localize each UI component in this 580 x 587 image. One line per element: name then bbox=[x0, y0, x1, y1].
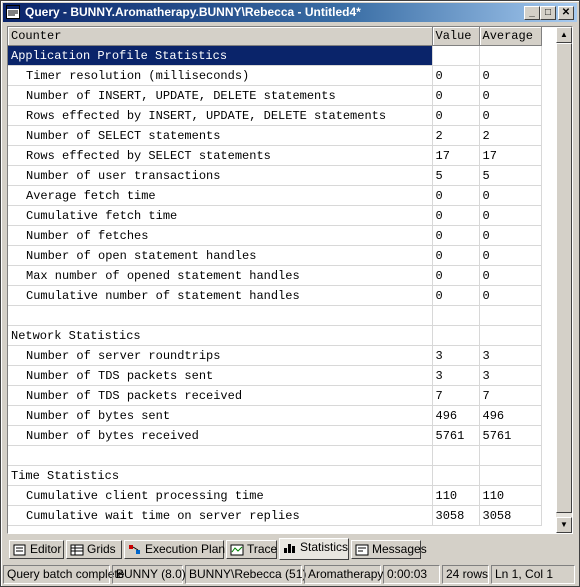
average-cell[interactable] bbox=[479, 446, 541, 466]
counter-cell[interactable]: Cumulative number of statement handles bbox=[8, 286, 432, 306]
table-row[interactable] bbox=[8, 266, 541, 286]
execution-plan-icon bbox=[128, 544, 142, 556]
table-row[interactable] bbox=[8, 366, 541, 386]
value-cell[interactable]: 3 bbox=[432, 366, 479, 386]
counter-cell[interactable]: Number of SELECT statements bbox=[8, 126, 432, 146]
status-cursor-position: Ln 1, Col 1 bbox=[491, 565, 575, 584]
counter-cell[interactable]: Number of user transactions bbox=[8, 166, 432, 186]
tab-trace[interactable] bbox=[226, 540, 277, 559]
close-button[interactable]: ✕ bbox=[558, 6, 574, 20]
table-row[interactable] bbox=[8, 286, 541, 306]
status-row-count: 24 rows bbox=[442, 565, 489, 584]
table-row[interactable] bbox=[8, 226, 541, 246]
counter-cell[interactable]: Number of fetches bbox=[8, 226, 432, 246]
value-cell[interactable]: 110 bbox=[432, 486, 479, 506]
table-row[interactable] bbox=[8, 466, 541, 486]
average-cell[interactable] bbox=[479, 466, 541, 486]
status-bar bbox=[3, 565, 577, 584]
counter-cell[interactable]: Number of TDS packets received bbox=[8, 386, 432, 406]
value-cell[interactable]: 0 bbox=[432, 86, 479, 106]
value-cell[interactable]: 7 bbox=[432, 386, 479, 406]
counter-cell[interactable]: Rows effected by SELECT statements bbox=[8, 146, 432, 166]
counter-cell[interactable]: Number of INSERT, UPDATE, DELETE statements bbox=[8, 86, 432, 106]
average-cell[interactable]: 0 bbox=[479, 106, 541, 126]
minimize-button[interactable]: _ bbox=[524, 6, 540, 20]
tab-execution-plan[interactable] bbox=[124, 540, 224, 559]
table-row[interactable] bbox=[8, 506, 541, 526]
table-row[interactable] bbox=[8, 426, 541, 446]
table-row[interactable] bbox=[8, 186, 541, 206]
value-cell[interactable]: 0 bbox=[432, 266, 479, 286]
average-cell[interactable] bbox=[479, 306, 541, 326]
grid-body bbox=[8, 46, 541, 526]
scroll-up-button[interactable]: ▲ bbox=[556, 27, 572, 43]
status-database: Aromatherapy bbox=[304, 565, 381, 584]
value-cell[interactable]: 17 bbox=[432, 146, 479, 166]
statistics-table bbox=[8, 27, 542, 526]
table-row[interactable] bbox=[8, 406, 541, 426]
average-cell[interactable]: 0 bbox=[479, 186, 541, 206]
status-message: Query batch complete bbox=[3, 565, 110, 584]
tab-statistics-label: Statistics bbox=[300, 540, 349, 554]
counter-cell[interactable]: Number of bytes sent bbox=[8, 406, 432, 426]
value-cell[interactable] bbox=[432, 306, 479, 326]
counter-cell[interactable]: Network Statistics bbox=[8, 326, 432, 346]
average-cell[interactable]: 0 bbox=[479, 206, 541, 226]
value-cell[interactable]: 0 bbox=[432, 66, 479, 86]
table-row[interactable] bbox=[8, 306, 541, 326]
counter-cell[interactable]: Number of bytes received bbox=[8, 426, 432, 446]
table-row[interactable] bbox=[8, 246, 541, 266]
tab-messages-label: Messages bbox=[372, 542, 427, 556]
average-cell[interactable]: 5761 bbox=[479, 426, 541, 446]
table-row[interactable] bbox=[8, 86, 541, 106]
table-row[interactable] bbox=[8, 486, 541, 506]
average-cell[interactable]: 0 bbox=[479, 246, 541, 266]
table-row[interactable] bbox=[8, 166, 541, 186]
tab-editor[interactable] bbox=[9, 540, 64, 559]
table-row[interactable] bbox=[8, 346, 541, 366]
value-column-header[interactable]: Value bbox=[432, 27, 479, 46]
counter-cell[interactable]: Number of TDS packets sent bbox=[8, 366, 432, 386]
maximize-button[interactable]: □ bbox=[540, 6, 556, 20]
average-cell[interactable] bbox=[479, 326, 541, 346]
counter-cell[interactable]: Cumulative wait time on server replies bbox=[8, 506, 432, 526]
average-cell[interactable] bbox=[479, 46, 541, 66]
editor-icon bbox=[13, 544, 27, 556]
grids-icon bbox=[70, 544, 84, 556]
table-row[interactable] bbox=[8, 446, 541, 466]
average-cell[interactable]: 0 bbox=[479, 86, 541, 106]
value-cell[interactable]: 5 bbox=[432, 166, 479, 186]
counter-cell[interactable]: Cumulative client processing time bbox=[8, 486, 432, 506]
value-cell[interactable] bbox=[432, 446, 479, 466]
status-user: BUNNY\Rebecca (51) bbox=[185, 565, 302, 584]
value-cell[interactable]: 496 bbox=[432, 406, 479, 426]
statistics-grid[interactable] bbox=[7, 26, 573, 534]
tab-messages[interactable] bbox=[351, 540, 427, 559]
counter-cell[interactable]: Average fetch time bbox=[8, 186, 432, 206]
counter-column-header[interactable]: Counter bbox=[8, 27, 432, 46]
value-cell[interactable]: 0 bbox=[432, 226, 479, 246]
value-cell[interactable]: 5761 bbox=[432, 426, 479, 446]
value-cell[interactable] bbox=[432, 46, 479, 66]
counter-cell[interactable]: Max number of opened statement handles bbox=[8, 266, 432, 286]
value-cell[interactable] bbox=[432, 466, 479, 486]
average-cell[interactable]: 496 bbox=[479, 406, 541, 426]
value-cell[interactable]: 0 bbox=[432, 186, 479, 206]
table-row[interactable] bbox=[8, 146, 541, 166]
tab-trace-label: Trace bbox=[247, 542, 278, 556]
counter-cell[interactable]: Rows effected by INSERT, UPDATE, DELETE statements bbox=[8, 106, 432, 126]
counter-cell[interactable]: Time Statistics bbox=[8, 466, 432, 486]
value-cell[interactable]: 2 bbox=[432, 126, 479, 146]
value-cell[interactable]: 0 bbox=[432, 286, 479, 306]
value-cell[interactable]: 3 bbox=[432, 346, 479, 366]
messages-icon bbox=[355, 544, 369, 556]
tab-statistics[interactable] bbox=[279, 538, 349, 560]
value-cell[interactable]: 3058 bbox=[432, 506, 479, 526]
header-row bbox=[8, 27, 541, 46]
counter-cell[interactable]: Timer resolution (milliseconds) bbox=[8, 66, 432, 86]
average-cell[interactable]: 0 bbox=[479, 286, 541, 306]
title-bar[interactable] bbox=[3, 3, 577, 22]
average-cell[interactable]: 0 bbox=[479, 266, 541, 286]
counter-cell[interactable]: Application Profile Statistics bbox=[8, 46, 432, 66]
average-cell[interactable]: 7 bbox=[479, 386, 541, 406]
value-cell[interactable] bbox=[432, 326, 479, 346]
table-row[interactable] bbox=[8, 206, 541, 226]
counter-cell[interactable]: Number of open statement handles bbox=[8, 246, 432, 266]
vertical-scrollbar[interactable] bbox=[556, 27, 572, 533]
tab-grids[interactable] bbox=[66, 540, 122, 559]
scroll-down-button[interactable]: ▼ bbox=[556, 517, 572, 533]
tab-editor-label: Editor bbox=[30, 542, 62, 556]
average-cell[interactable]: 17 bbox=[479, 146, 541, 166]
value-cell[interactable]: 0 bbox=[432, 106, 479, 126]
scroll-thumb[interactable] bbox=[556, 43, 572, 513]
trace-icon bbox=[230, 544, 244, 556]
statistics-icon bbox=[283, 542, 297, 554]
average-cell[interactable]: 3 bbox=[479, 346, 541, 366]
status-server: BUNNY (8.0) bbox=[112, 565, 183, 584]
table-row[interactable] bbox=[8, 326, 541, 346]
status-elapsed: 0:00:03 bbox=[383, 565, 440, 584]
average-cell[interactable]: 110 bbox=[479, 486, 541, 506]
window-title: Query - BUNNY.Aromatherapy.BUNNY\Rebecca - Untitled4* bbox=[25, 5, 361, 19]
query-window-icon bbox=[6, 5, 20, 19]
average-column-header[interactable]: Average bbox=[479, 27, 541, 46]
table-row[interactable] bbox=[8, 66, 541, 86]
counter-cell[interactable]: Number of server roundtrips bbox=[8, 346, 432, 366]
average-cell[interactable]: 0 bbox=[479, 226, 541, 246]
average-cell[interactable]: 5 bbox=[479, 166, 541, 186]
tab-execution-plan-label: Execution Plan bbox=[145, 542, 226, 556]
counter-cell[interactable] bbox=[8, 446, 432, 466]
average-cell[interactable]: 3 bbox=[479, 366, 541, 386]
value-cell[interactable]: 0 bbox=[432, 246, 479, 266]
counter-cell[interactable] bbox=[8, 306, 432, 326]
table-row[interactable] bbox=[8, 126, 541, 146]
table-row[interactable] bbox=[8, 46, 541, 66]
value-cell[interactable]: 0 bbox=[432, 206, 479, 226]
table-row[interactable] bbox=[8, 106, 541, 126]
tab-grids-label: Grids bbox=[87, 542, 116, 556]
table-row[interactable] bbox=[8, 386, 541, 406]
average-cell[interactable]: 0 bbox=[479, 66, 541, 86]
average-cell[interactable]: 2 bbox=[479, 126, 541, 146]
average-cell[interactable]: 3058 bbox=[479, 506, 541, 526]
counter-cell[interactable]: Cumulative fetch time bbox=[8, 206, 432, 226]
